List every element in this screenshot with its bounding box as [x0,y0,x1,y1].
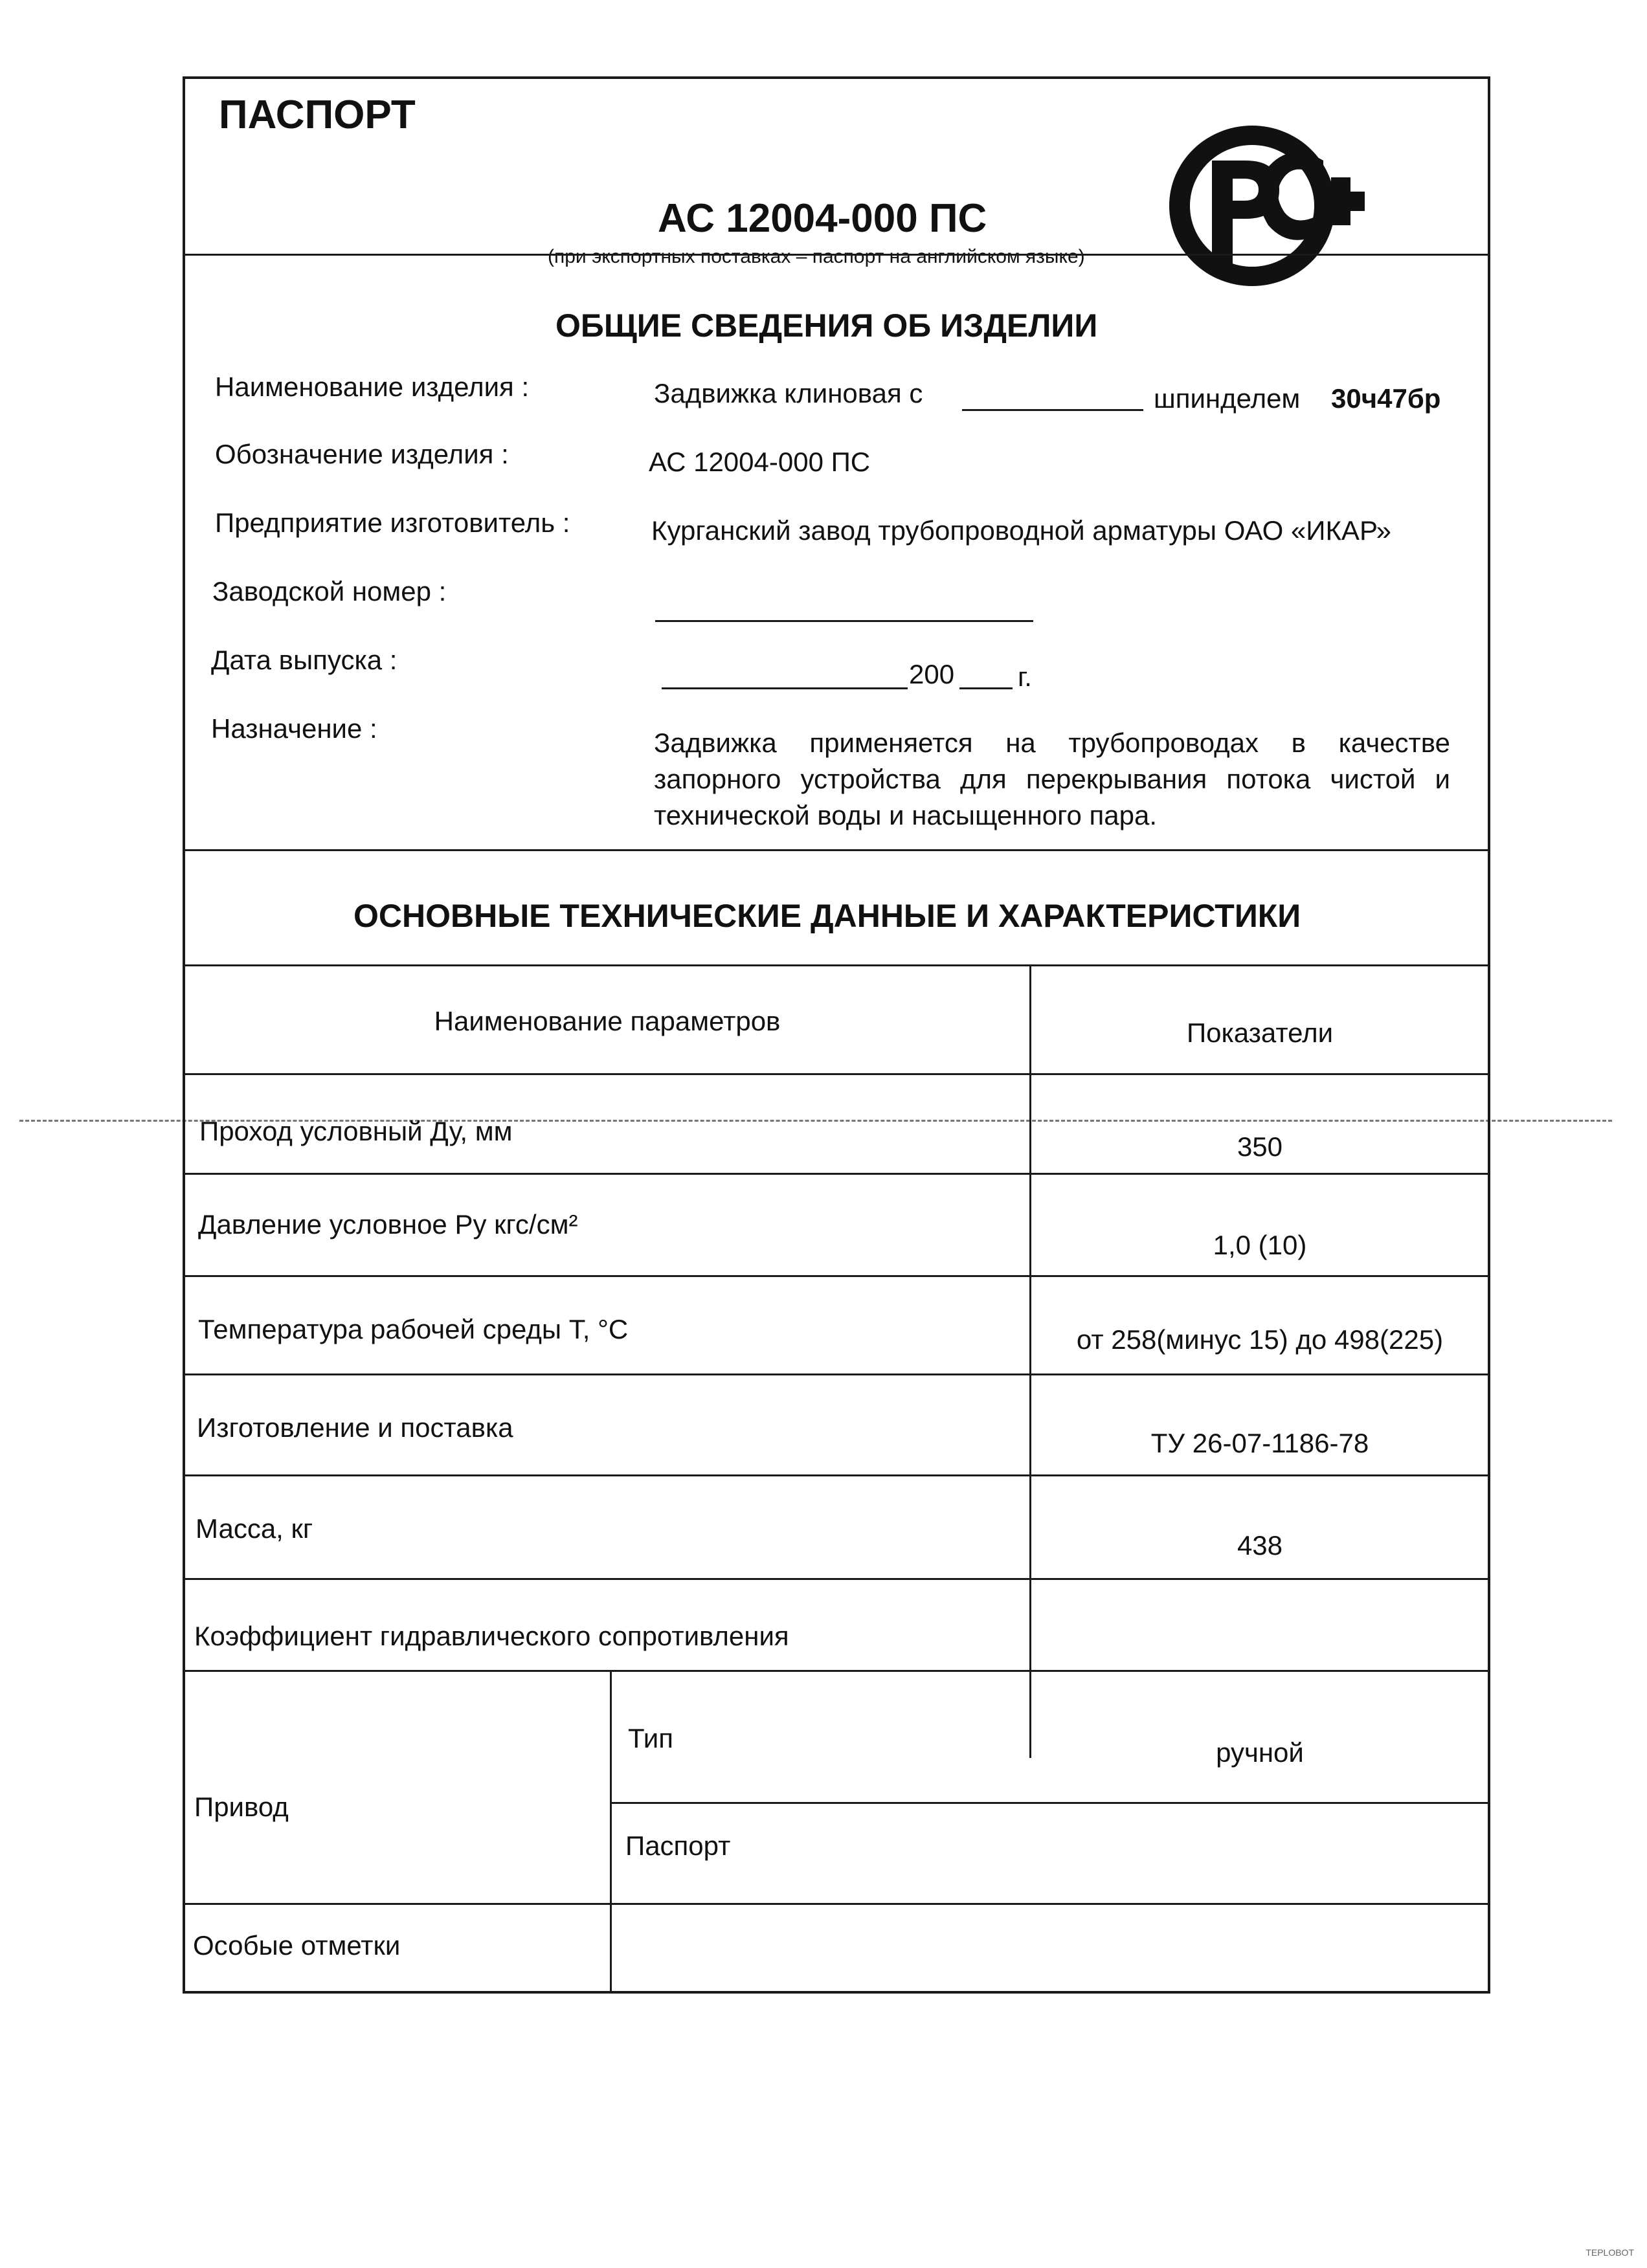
param-nominal-bore: Проход условный Ду, мм [199,1116,513,1146]
general-divider [185,849,1488,851]
passport-form [183,76,1490,1994]
param-nominal-pressure: Давление условное Ру кгс/см² [198,1209,578,1240]
special-marks-label: Особые отметки [193,1930,401,1961]
product-name-label: Наименование изделия : [215,372,530,402]
drive-row-line [610,1802,1488,1804]
watermark: TEPLOBOT [1585,2247,1634,2258]
drive-type-label: Тип [628,1723,674,1753]
product-name-suffix: шпинделем [1154,383,1301,414]
serial-number-label: Заводской номер : [212,576,447,606]
product-model: 30ч47бр [1331,383,1441,414]
table-header-line [185,1073,1488,1075]
passport-title: ПАСПОРТ [219,93,416,137]
issue-date-blank [662,687,908,689]
purpose-value: Задвижка применяется на трубопроводах в качестве запорного устройства для перекрывания потока чистой и технической воды и насыщенного пара. [654,728,1450,830]
row-line-2 [185,1275,1488,1277]
issue-year-prefix: 200 [909,659,955,689]
value-mass: 438 [1237,1530,1283,1561]
drive-column-divider [610,1670,612,1994]
product-name-prefix: Задвижка клиновая с [654,378,923,408]
param-manufacture-supply: Изготовление и поставка [197,1412,513,1443]
tech-section-title: ОСНОВНЫЕ ТЕХНИЧЕСКИЕ ДАННЫЕ И ХАРАКТЕРИСТИКИ [353,898,1301,934]
designation-value: АС 12004-000 ПС [649,447,871,477]
header-divider [185,254,1488,256]
row-line-3 [185,1373,1488,1375]
value-manufacture-supply: ТУ 26-07-1186-78 [1150,1428,1369,1458]
value-nominal-bore: 350 [1237,1131,1283,1162]
product-name-blank [962,409,1143,411]
row-line-6 [185,1670,1488,1672]
manufacturer-value: Курганский завод трубопроводной арматуры ОАО «ИКАР» [651,515,1391,546]
drive-passport-label: Паспорт [625,1830,731,1861]
manufacturer-label: Предприятие изготовитель : [215,507,570,538]
value-temperature: от 258(минус 15) до 498(225) [1076,1324,1444,1355]
export-note: (при экспортных поставках – паспорт на английском языке) [548,246,1085,267]
issue-date-label: Дата выпуска : [211,645,398,675]
table-column-divider [1029,964,1031,1758]
row-line-7 [185,1903,1488,1905]
serial-number-blank [655,620,1033,622]
drive-label: Привод [194,1792,289,1822]
param-hydraulic-resistance: Коэффициент гидравлического сопротивления [194,1621,789,1651]
row-line-4 [185,1474,1488,1476]
row-line-1 [185,1173,1488,1175]
column-header-parameter: Наименование параметров [434,1006,781,1036]
issue-year-suffix: г. [1018,662,1032,692]
drive-type-value: ручной [1216,1737,1304,1768]
document-code: АС 12004-000 ПС [658,196,987,241]
param-mass: Масса, кг [196,1513,313,1544]
rst-certification-logo [1161,115,1369,296]
row-line-5 [185,1578,1488,1580]
general-section-title: ОБЩИЕ СВЕДЕНИЯ ОБ ИЗДЕЛИИ [555,307,1098,344]
purpose-label: Назначение : [211,713,377,744]
value-nominal-pressure: 1,0 (10) [1213,1230,1307,1260]
param-temperature: Температура рабочей среды Т, °С [198,1314,629,1344]
column-header-value: Показатели [1186,1017,1334,1048]
table-top-line [185,964,1488,966]
designation-label: Обозначение изделия : [215,439,509,469]
issue-year-blank [959,687,1013,689]
